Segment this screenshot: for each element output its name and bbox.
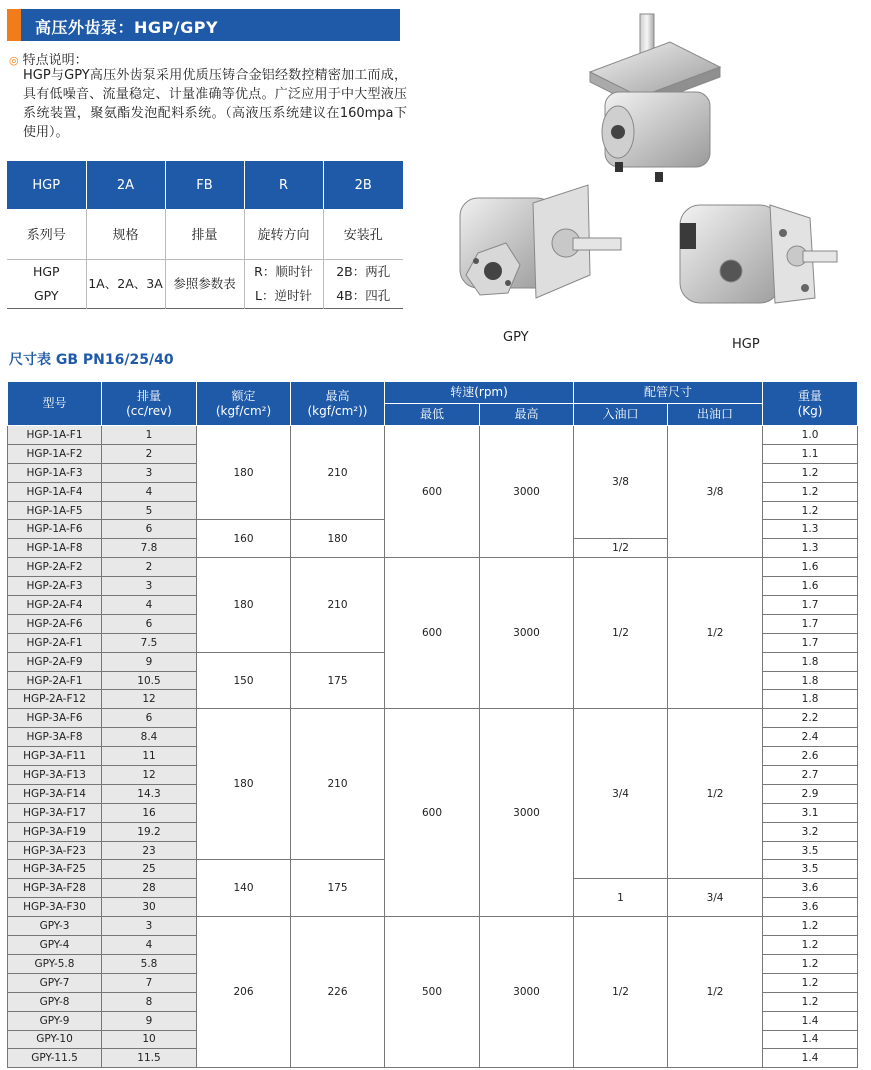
rotation-l: L：逆时针 — [255, 287, 312, 303]
speed-max-cell: 3000 — [480, 558, 574, 709]
speed-min-cell: 600 — [385, 709, 480, 917]
model-cell: HGP-1A-F3 — [8, 463, 102, 482]
hgp-image-label: HGP — [732, 337, 760, 352]
weight-cell: 1.1 — [763, 444, 858, 463]
displacement-cell: 8.4 — [102, 728, 197, 747]
model-cell: HGP-2A-F1 — [8, 671, 102, 690]
weight-cell: 1.7 — [763, 614, 858, 633]
code-label: 旋转方向 — [244, 209, 323, 259]
code-detail — [86, 259, 165, 308]
code-detail — [7, 259, 86, 308]
model-cell: HGP-3A-F11 — [8, 747, 102, 766]
outlet-cell: 1/2 — [668, 917, 763, 1068]
inlet-cell: 1/2 — [574, 539, 668, 558]
weight-cell: 1.0 — [763, 426, 858, 445]
weight-cell: 1.2 — [763, 463, 858, 482]
series-hgp: HGP — [32, 263, 60, 279]
model-cell: GPY-7 — [8, 973, 102, 992]
model-cell: HGP-3A-F6 — [8, 709, 102, 728]
displacement-cell: 28 — [102, 879, 197, 898]
speed-min-cell: 600 — [385, 558, 480, 709]
model-cell: GPY-4 — [8, 936, 102, 955]
model-cell: GPY-3 — [8, 917, 102, 936]
displacement-cell: 6 — [102, 614, 197, 633]
displacement-cell: 3 — [102, 463, 197, 482]
mount-4b: 4B：四孔 — [336, 287, 391, 303]
outlet-cell: 1/2 — [668, 709, 763, 879]
model-cell: GPY-10 — [8, 1030, 102, 1049]
weight-cell: 1.8 — [763, 652, 858, 671]
displacement-cell: 4 — [102, 596, 197, 615]
header-pipe-out: 出油口 — [668, 404, 763, 426]
max-pressure-cell: 175 — [291, 860, 385, 917]
displacement-cell: 3 — [102, 577, 197, 596]
weight-cell: 3.6 — [763, 898, 858, 917]
weight-cell: 1.2 — [763, 501, 858, 520]
header-rated-unit: (kgf/cm²) — [215, 403, 272, 418]
code-cell: R — [244, 161, 323, 209]
displacement-cell: 10.5 — [102, 671, 197, 690]
displacement-cell: 7.8 — [102, 539, 197, 558]
weight-cell: 2.2 — [763, 709, 858, 728]
weight-cell: 2.6 — [763, 747, 858, 766]
displacement-cell: 11 — [102, 747, 197, 766]
header-weight — [763, 382, 858, 426]
table-row — [8, 426, 858, 445]
displacement-cell: 7.5 — [102, 633, 197, 652]
header-max-label: 最高 — [325, 388, 350, 403]
displacement-cell: 6 — [102, 520, 197, 539]
rated-pressure-cell: 180 — [197, 558, 291, 652]
header-model: 型号 — [8, 382, 102, 426]
weight-cell: 3.5 — [763, 860, 858, 879]
weight-cell: 1.4 — [763, 1030, 858, 1049]
weight-cell: 1.7 — [763, 633, 858, 652]
outlet-cell: 3/8 — [668, 426, 763, 558]
displacement-cell: 25 — [102, 860, 197, 879]
weight-cell: 1.6 — [763, 577, 858, 596]
rated-pressure-cell: 206 — [197, 917, 291, 1068]
inlet-cell: 3/8 — [574, 426, 668, 539]
header-rated — [197, 382, 291, 426]
pump-image-gpy — [448, 183, 623, 313]
weight-cell: 1.3 — [763, 539, 858, 558]
page-title: 高压外齿泵：HGP/GPY — [35, 18, 219, 37]
speed-min-cell: 600 — [385, 426, 480, 558]
model-cell: HGP-2A-F2 — [8, 558, 102, 577]
rated-pressure-cell: 160 — [197, 520, 291, 558]
model-cell: HGP-2A-F4 — [8, 596, 102, 615]
model-cell: HGP-1A-F6 — [8, 520, 102, 539]
model-cell: HGP-2A-F12 — [8, 690, 102, 709]
displacement-cell: 5.8 — [102, 954, 197, 973]
displacement-cell: 5 — [102, 501, 197, 520]
rated-pressure-cell: 180 — [197, 709, 291, 860]
header-speed-max: 最高 — [480, 404, 574, 426]
inlet-cell: 1/2 — [574, 917, 668, 1068]
header-speed: 转速(rpm) — [385, 382, 574, 404]
code-label: 规格 — [86, 209, 165, 259]
model-cell: HGP-3A-F14 — [8, 784, 102, 803]
code-label: 系列号 — [7, 209, 86, 259]
displacement-cell: 12 — [102, 690, 197, 709]
model-cell: HGP-3A-F19 — [8, 822, 102, 841]
weight-cell: 1.2 — [763, 917, 858, 936]
code-cell: 2A — [86, 161, 165, 209]
speed-max-cell: 3000 — [480, 426, 574, 558]
weight-cell: 3.5 — [763, 841, 858, 860]
size-table-title: 尺寸表 GB PN16/25/40 — [9, 352, 174, 368]
rated-pressure-cell: 140 — [197, 860, 291, 917]
model-cell: HGP-1A-F8 — [8, 539, 102, 558]
displacement-cell: 3 — [102, 917, 197, 936]
displacement-cell: 14.3 — [102, 784, 197, 803]
weight-cell: 2.9 — [763, 784, 858, 803]
displacement-cell: 1 — [102, 426, 197, 445]
spec-options: 1A、2A、3A — [88, 275, 163, 291]
model-cell: HGP-1A-F1 — [8, 426, 102, 445]
model-cell: HGP-1A-F5 — [8, 501, 102, 520]
model-cell: HGP-3A-F28 — [8, 879, 102, 898]
model-cell: HGP-3A-F13 — [8, 766, 102, 785]
disp-reference: 参照参数表 — [173, 275, 236, 291]
displacement-cell: 2 — [102, 444, 197, 463]
max-pressure-cell: 226 — [291, 917, 385, 1068]
displacement-cell: 10 — [102, 1030, 197, 1049]
code-cell: FB — [165, 161, 244, 209]
header-displacement — [102, 382, 197, 426]
header-max-pressure — [291, 382, 385, 426]
weight-cell: 2.7 — [763, 766, 858, 785]
code-label: 排量 — [165, 209, 244, 259]
model-cell: HGP-1A-F4 — [8, 482, 102, 501]
rotation-r: R：顺时针 — [254, 263, 313, 279]
rated-pressure-cell: 180 — [197, 426, 291, 520]
weight-cell: 2.4 — [763, 728, 858, 747]
table-row — [8, 709, 858, 728]
header-rated-label: 额定 — [231, 388, 256, 403]
series-gpy: GPY — [33, 287, 59, 303]
model-cell: HGP-3A-F17 — [8, 803, 102, 822]
displacement-cell: 9 — [102, 1011, 197, 1030]
displacement-cell: 23 — [102, 841, 197, 860]
weight-cell: 1.2 — [763, 482, 858, 501]
title-accent — [7, 9, 21, 41]
code-cell: HGP — [7, 161, 86, 209]
outlet-cell: 3/4 — [668, 879, 763, 917]
displacement-cell: 6 — [102, 709, 197, 728]
weight-cell: 1.2 — [763, 936, 858, 955]
size-table — [7, 381, 858, 1068]
model-cell: GPY-11.5 — [8, 1049, 102, 1068]
pump-image-hgp — [675, 193, 840, 313]
code-label: 安装孔 — [323, 209, 403, 259]
rated-pressure-cell: 150 — [197, 652, 291, 709]
model-cell: HGP-3A-F23 — [8, 841, 102, 860]
max-pressure-cell: 175 — [291, 652, 385, 709]
displacement-cell: 2 — [102, 558, 197, 577]
weight-cell: 1.2 — [763, 954, 858, 973]
model-cell: HGP-2A-F3 — [8, 577, 102, 596]
max-pressure-cell: 210 — [291, 426, 385, 520]
table-row — [8, 917, 858, 936]
feature-heading-text: 特点说明： — [22, 53, 88, 68]
header-pipe: 配管尺寸 — [574, 382, 763, 404]
model-cell: HGP-2A-F1 — [8, 633, 102, 652]
header-pipe-in: 入油口 — [574, 404, 668, 426]
weight-cell: 1.4 — [763, 1011, 858, 1030]
speed-min-cell: 500 — [385, 917, 480, 1068]
code-cell: 2B — [323, 161, 403, 209]
weight-cell: 1.6 — [763, 558, 858, 577]
header-disp-label: 排量 — [136, 388, 161, 403]
model-cell: HGP-3A-F25 — [8, 860, 102, 879]
header-weight-label: 重量 — [798, 388, 823, 403]
gpy-image-label: GPY — [503, 330, 529, 345]
weight-cell: 1.8 — [763, 671, 858, 690]
model-cell: HGP-1A-F2 — [8, 444, 102, 463]
outlet-cell: 1/2 — [668, 558, 763, 709]
model-cell: HGP-2A-F6 — [8, 614, 102, 633]
model-cell: GPY-5.8 — [8, 954, 102, 973]
header-weight-unit: (Kg) — [797, 403, 823, 418]
code-detail — [323, 259, 403, 308]
max-pressure-cell: 210 — [291, 558, 385, 652]
model-cell: GPY-9 — [8, 1011, 102, 1030]
table-row — [8, 558, 858, 577]
weight-cell: 1.2 — [763, 973, 858, 992]
model-cell: GPY-8 — [8, 992, 102, 1011]
displacement-cell: 16 — [102, 803, 197, 822]
inlet-cell: 3/4 — [574, 709, 668, 879]
weight-cell: 1.3 — [763, 520, 858, 539]
feature-description: HGP与GPY高压外齿泵采用优质压铸合金铝经数控精密加工而成，具有低噪音、流量稳定、计量准确等优点。广泛应用于中大型液压系统装置，聚氨酯发泡配料系统。（高液压系统建议在160mpa下使用）。 — [23, 68, 407, 140]
weight-cell: 1.2 — [763, 992, 858, 1011]
speed-max-cell: 3000 — [480, 709, 574, 917]
displacement-cell: 19.2 — [102, 822, 197, 841]
displacement-cell: 11.5 — [102, 1049, 197, 1068]
model-cell: HGP-2A-F9 — [8, 652, 102, 671]
weight-cell: 3.1 — [763, 803, 858, 822]
displacement-cell: 4 — [102, 482, 197, 501]
inlet-cell: 1 — [574, 879, 668, 917]
title-bar — [7, 9, 400, 41]
header-speed-min: 最低 — [385, 404, 480, 426]
weight-cell: 3.6 — [763, 879, 858, 898]
code-detail — [244, 259, 323, 308]
displacement-cell: 9 — [102, 652, 197, 671]
code-detail — [165, 259, 244, 308]
speed-max-cell: 3000 — [480, 917, 574, 1068]
model-cell: HGP-3A-F8 — [8, 728, 102, 747]
model-code-table — [7, 161, 403, 309]
weight-cell: 1.8 — [763, 690, 858, 709]
max-pressure-cell: 180 — [291, 520, 385, 558]
weight-cell: 3.2 — [763, 822, 858, 841]
max-pressure-cell: 210 — [291, 709, 385, 860]
displacement-cell: 12 — [102, 766, 197, 785]
model-cell: HGP-3A-F30 — [8, 898, 102, 917]
displacement-cell: 4 — [102, 936, 197, 955]
displacement-cell: 7 — [102, 973, 197, 992]
size-table-body — [8, 426, 858, 1068]
mount-2b: 2B：两孔 — [336, 263, 391, 279]
inlet-cell: 1/2 — [574, 558, 668, 709]
displacement-cell: 30 — [102, 898, 197, 917]
header-max-unit: (kgf/cm²)) — [307, 403, 368, 418]
bullet-icon: ◎ — [9, 54, 19, 67]
weight-cell: 1.4 — [763, 1049, 858, 1068]
pump-image-top — [580, 12, 730, 187]
weight-cell: 1.7 — [763, 596, 858, 615]
displacement-cell: 8 — [102, 992, 197, 1011]
header-disp-unit: (cc/rev) — [126, 403, 172, 418]
